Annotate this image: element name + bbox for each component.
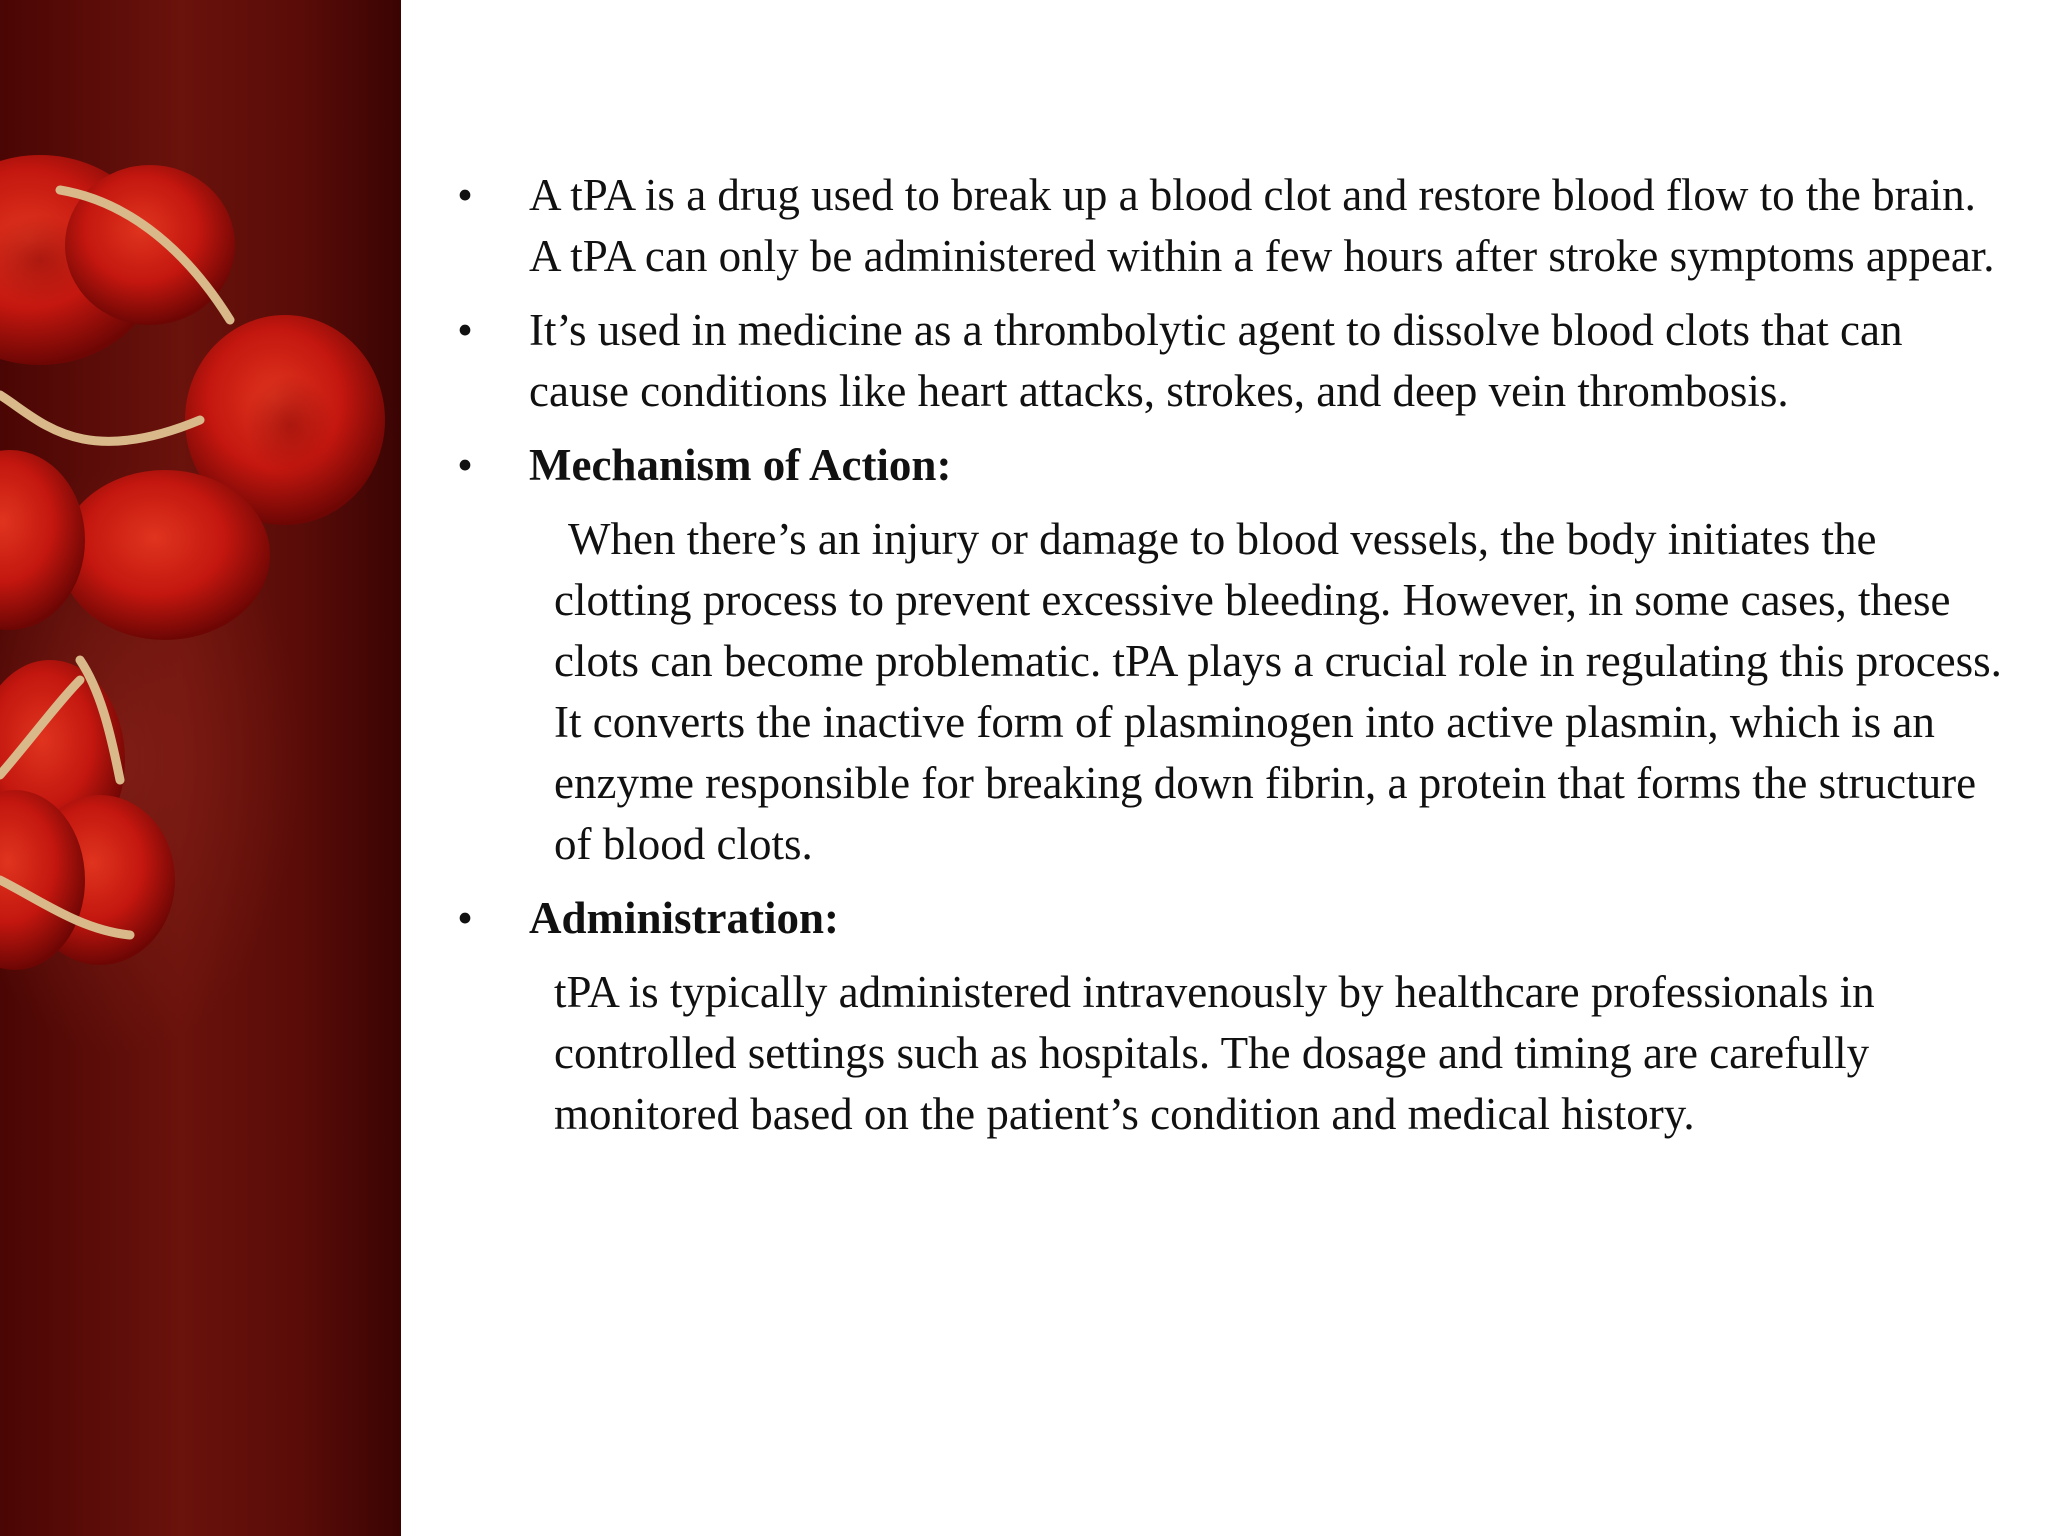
bullet-item <box>450 165 2010 287</box>
slide-content <box>450 165 2010 1158</box>
section-heading: Administration: <box>529 893 840 943</box>
red-blood-cells-image <box>0 0 401 1536</box>
bullet-marker: • <box>457 440 473 490</box>
bullet-marker: • <box>457 305 473 355</box>
bullet-item <box>450 300 2010 422</box>
blood-cell-cluster <box>0 155 385 970</box>
bullet-text: It’s used in medicine as a thrombolytic agent to dissolve blood clots that can cause conditions like heart attacks, strokes, and deep vein thrombosis. <box>529 305 1903 416</box>
section-heading: Mechanism of Action: <box>529 440 952 490</box>
bullet-heading-administration <box>450 888 2010 949</box>
administration-paragraph-block <box>450 962 2010 1145</box>
bullet-marker: • <box>457 170 473 220</box>
bullet-text: A tPA is a drug used to break up a blood clot and restore blood flow to the brain. A tPA can only be administered within a few hours after stroke symptoms appear. <box>529 170 1995 281</box>
blood-cells-illustration <box>0 0 401 1536</box>
bullet-marker: • <box>457 893 473 943</box>
mechanism-paragraph: When there’s an injury or damage to blood vessels, the body initiates the clotting process to prevent excessive bleeding. However, in some cases, these clots can become problematic. tPA plays a crucial role in regulating this process. It converts the inactive form of plasminogen into active plasmin, which is an enzyme responsible for breaking down fibrin, a protein that forms the structure of blood clots. <box>554 514 2002 869</box>
administration-paragraph: tPA is typically administered intravenously by healthcare professionals in controlled settings such as hospitals. The dosage and timing are carefully monitored based on the patient’s condition and medical history. <box>554 967 1875 1139</box>
bullet-heading-mechanism <box>450 435 2010 496</box>
mechanism-paragraph-block <box>450 509 2010 875</box>
